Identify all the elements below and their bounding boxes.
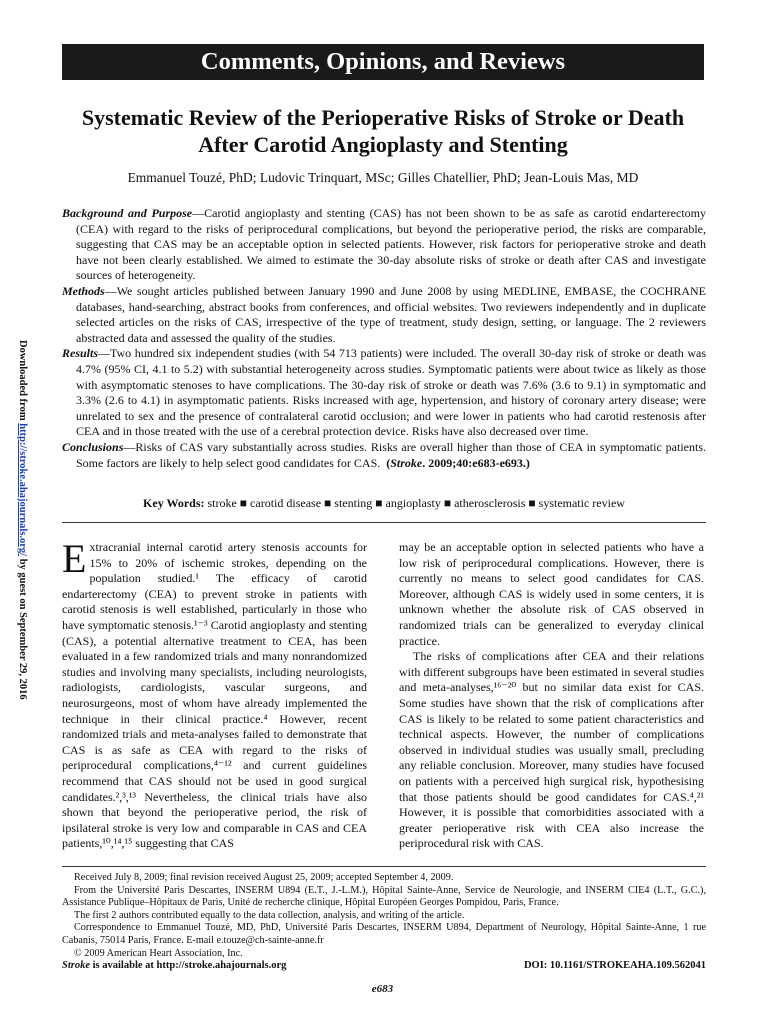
background-label: Background and Purpose xyxy=(62,206,193,220)
footnote-correspondence: Correspondence to Emmanuel Touzé, MD, PhD, Université Paris Descartes, INSERM U894, Department of Neurology, Hôpital Sainte-Anne, 1 rue Cabanis, 75014 Paris, France. E-mail e.touze@ch-sainte-anne.fr xyxy=(62,922,706,946)
results-label: Results xyxy=(62,346,99,361)
section-banner: Comments, Opinions, and Reviews xyxy=(62,44,704,80)
footnote-divider xyxy=(62,866,706,867)
abstract xyxy=(62,206,706,471)
abstract-methods xyxy=(62,284,706,346)
intro-paragraph-2: may be an acceptable option in selected patients who have a low risk of periprocedural complications. However, there is currently no means to select good candidates for CAS. Moreover, although CAS is widely used in some centers, it is unknown whether the absolute risk of CAS observed in randomized trials can be generalized to everyday clinical practice. xyxy=(399,540,704,648)
footer-availability: is available at http://stroke.ahajournals.org xyxy=(90,960,287,971)
download-note-prefix: Downloaded from xyxy=(17,340,28,424)
footnote-affiliations: From the Université Paris Descartes, INSERM U894 (E.T., J.-L.M.), Hôpital Sainte-Anne, Service de Neurologie, and INSERM CIE4 (L.T., G.C.), Assistance Publique–Hôpitaux de Paris, Unité de recherche clinique, Hôpital Européen Georges Pompidou, Paris, France. xyxy=(62,884,706,909)
intro-paragraph-1 xyxy=(62,536,367,852)
body-column-right xyxy=(399,540,704,852)
author-list: Emmanuel Touzé, PhD; Ludovic Trinquart, MSc; Gilles Chatellier, PhD; Jean-Louis Mas, MD xyxy=(127,170,639,185)
download-note-suffix: by guest on September 29, 2016 xyxy=(17,556,28,700)
background-text: —Carotid angioplasty and stenting (CAS) has not been shown to be as safe as carotid endarterectomy (CEA) with regard to the risks of periprocedural complications, but beyond the perioperative period, the risks are comparable, suggesting that CAS may be an acceptable option in selected patients. However, risk factors for perioperative stroke and death have not been clearly established. We aimed to estimate the 30-day absolute risks of stroke or death after CAS and investigate sources of heterogeneity. xyxy=(76,206,706,283)
drop-cap: E xyxy=(62,536,87,581)
abstract-conclusions: Conclusions—Risks of CAS vary substantially across studies. Risks are overall higher than those of CEA in symptomatic patients. Some factors are likely to help select good candidates for CAS. (Stroke. 2009;40:e683-e693.) xyxy=(62,439,706,470)
intro-paragraph-3: The risks of complications after CEA and their relations with different subgroups have been estimated in several studies and meta-analyses,¹⁶⁻²⁰ but no similar data exist for CAS. Some studies have shown that the risk of complications after CAS is likely to be related to some patient characteristics and technical aspects. However, the number of complications observed in individual studies was usually small, precluding any reliable conclusion. Moreover, many studies have focused on patients with a perceived high surgical risk, hypothesising that those patients should be good candidates for CAS.⁴,²¹ However, it is possible that comorbidities associated with a greater perioperative risk with CEA also increase the periprocedural risk with CAS. xyxy=(399,649,704,851)
footnote-contribution: The first 2 authors contributed equally to the data collection, analysis, and writing of the article. xyxy=(74,909,465,921)
footer-journal: Stroke xyxy=(62,960,91,971)
footer-doi: DOI: 10.1161/STROKEAHA.109.562041 xyxy=(523,960,706,971)
footnote-received: Received July 8, 2009; final revision received August 25, 2009; accepted September 4, 2009. xyxy=(74,872,454,883)
keywords-text: stroke ■ carotid disease ■ stenting ■ angioplasty ■ atherosclerosis ■ systematic review xyxy=(207,496,625,510)
article-title: Systematic Review of the Perioperative Risks of Stroke or Death After Carotid Angioplasty and Stenting xyxy=(81,105,685,157)
body-column-left xyxy=(62,536,367,852)
methods-text: —We sought articles published between January 1990 and June 2008 by using MEDLINE, EMBASE, the COCHRANE databases, hand-searching, abstract books from conferences, and official websites. Two reviewers independently and in duplicate selected articles on the risks of CAS, irrespective of the type of treatment, study design, setting, or language. The 2 reviewers abstracted data and assessed the quality of the studies. xyxy=(76,283,706,345)
abstract-results xyxy=(62,346,706,440)
methods-label: Methods xyxy=(62,283,105,298)
footnotes xyxy=(62,872,706,960)
keywords-label: Key Words: xyxy=(143,496,205,510)
conclusions-text: —Risks of CAS vary substantially across studies. Risks are overall higher than those of CEA in symptomatic patients. Some factors are likely to help select good candidates for CAS. xyxy=(76,439,706,470)
citation-journal: Stroke xyxy=(390,455,423,470)
footnote-copyright: © 2009 American Heart Association, Inc. xyxy=(74,947,243,959)
page-number: e683 xyxy=(371,983,394,995)
intro-text-1: xtracranial internal carotid artery stenosis accounts for 15% to 20% of ischemic strokes, depending on the population studied.¹ The efficacy of carotid endarterectomy (CEA) to prevent stroke in patients with carotid stenosis is well established, particularly in those who have symptomatic stenosis.¹⁻³ Carotid angioplasty and stenting (CAS), a potential alternative treatment to CEA, has been evaluated in a few randomized trials and many nonrandomized studies and involving many specialists, including neurologists, radiologists, cardiologists, vascular surgeons, and neurosurgeons, most of whom have already implemented the technique in their clinical practice.⁴ However, recent randomized trials and meta-analyses failed to demonstrate that CAS is as safe as CEA with regard to the risks of periprocedural complications,⁴⁻¹² and current guidelines recommend that CAS should not be used in good surgical candidates.²,³,¹³ Nevertheless, the clinical trials have also shown that beyond the perioperative period, the risk of ipsilateral stroke is very low and comparable in CAS and CEA patients,¹⁰,¹⁴,¹⁵ suggesting that CAS xyxy=(62,540,367,851)
footer-left xyxy=(62,960,286,971)
keywords xyxy=(62,496,706,511)
conclusions-label: Conclusions xyxy=(62,439,124,454)
download-note xyxy=(17,340,28,700)
citation-rest: . 2009;40:e683-e693.) xyxy=(422,455,530,470)
journal-link[interactable]: http://stroke.ahajournals.org/ xyxy=(17,423,28,557)
results-text: —Two hundred six independent studies (with 54 713 patients) were included. The overall 30-day risk of stroke or death was 4.7% (95% CI, 4.1 to 5.2) with substantial heterogeneity across studies. Symptomatic patients were about twice as likely as those with asymptomatic stenoses to have complications. The 30-day risk of stroke or death was 7.6% (3.6 to 9.1) in symptomatic and 3.3% (2.6 to 4.1) in asymptomatic patients. Risks increased with age, hypertension, and history of coronary artery disease; were unrelated to sex and the presence of contralateral carotid occlusion; and were lower in patients who had carotid restenosis after CEA and in those treated with the use of a cerebral protection device. Risks have also decreased over time. xyxy=(76,346,706,439)
section-divider xyxy=(62,522,706,523)
abstract-background xyxy=(62,206,706,284)
journal-footer xyxy=(62,960,706,971)
